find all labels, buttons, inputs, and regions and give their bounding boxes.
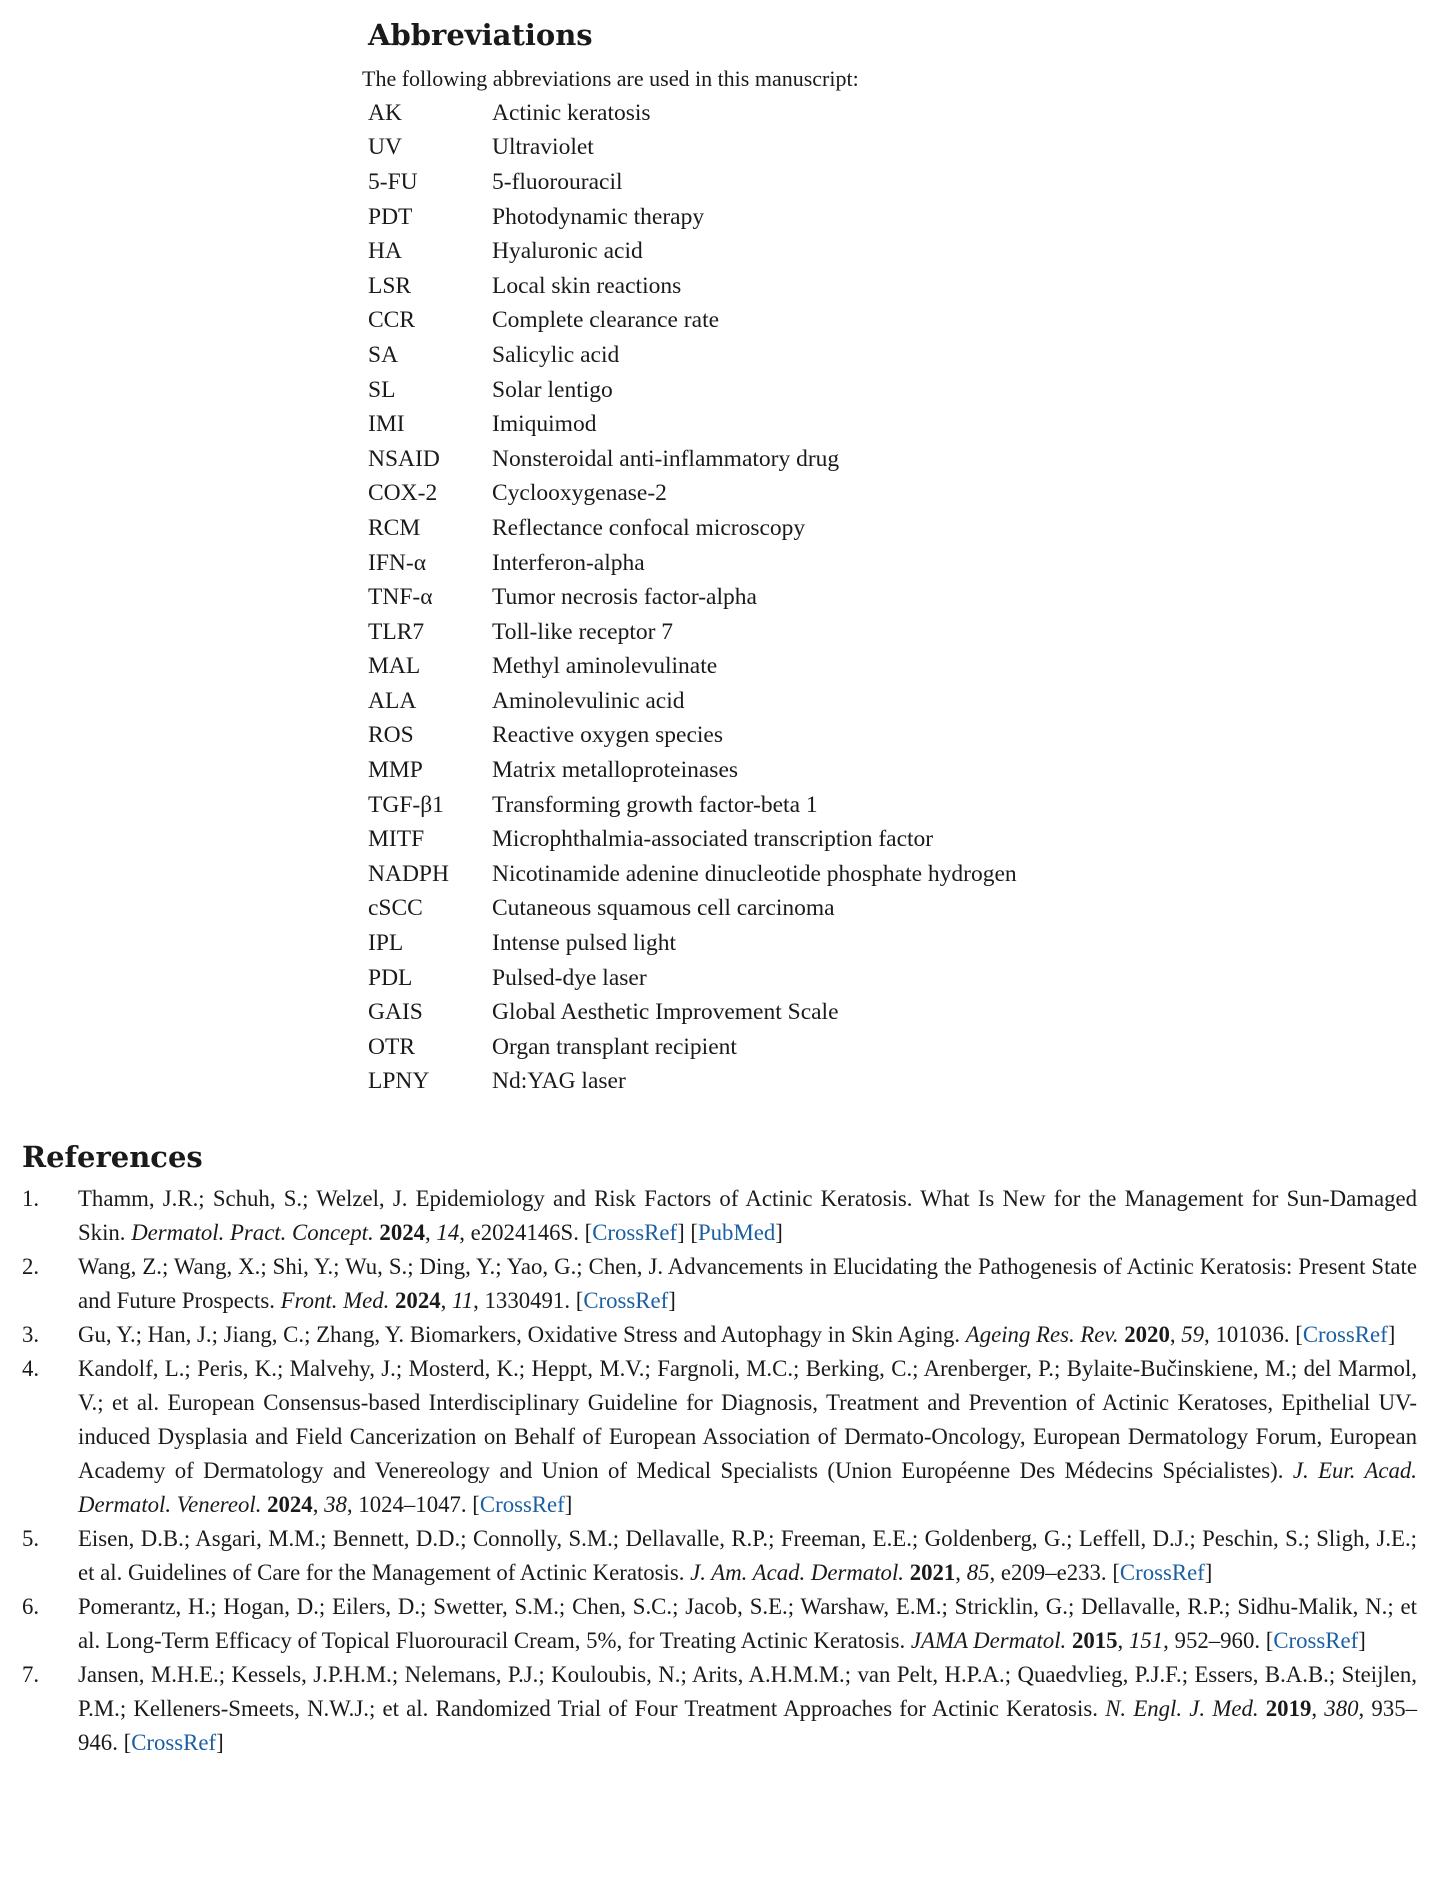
reference-volume: 59 <box>1181 1322 1205 1347</box>
reference-number: 4. <box>22 1356 40 1381</box>
reference-item <box>22 1590 1417 1658</box>
abbreviation-row <box>368 338 1362 373</box>
reference-number: 6. <box>22 1594 40 1619</box>
reference-journal: Front. Med. <box>280 1288 390 1313</box>
abbreviation-definition: Nicotinamide adenine dinucleotide phosphate hydrogen <box>492 860 1017 887</box>
reference-number: 7. <box>22 1662 40 1687</box>
abbreviation-definition: Nd:YAG laser <box>492 1068 626 1095</box>
abbreviation-row <box>368 269 1362 304</box>
abbreviation-definition: Toll-like receptor 7 <box>492 618 674 645</box>
abbreviation-row <box>368 511 1362 546</box>
abbreviation-definition: Pulsed-dye laser <box>492 964 647 991</box>
reference-pages: 952–960. <box>1174 1628 1261 1653</box>
abbreviation-definition: Imiquimod <box>492 411 597 438</box>
abbreviations-section <box>362 18 1362 1099</box>
abbreviation-definition: Interferon-alpha <box>492 549 645 576</box>
abbreviation-code: cSCC <box>368 895 423 922</box>
abbreviation-definition: Cyclooxygenase-2 <box>492 480 667 507</box>
abbreviation-definition: Salicylic acid <box>492 341 620 368</box>
abbreviation-code: PDL <box>368 964 413 991</box>
reference-body: Eisen, D.B.; Asgari, M.M.; Bennett, D.D.; Connolly, S.M.; Dellavalle, R.P.; Freeman, E.E.; Goldenberg, G.; Leffell, D.J.; Peschin, S.; Sligh, J.E.; et al. Guidelines of Care for the Management of Actinic Keratosis. J. Am. Acad. Dermatol. 2021, 85, e209–e233. [CrossRef] <box>78 1526 1417 1585</box>
crossref-link[interactable]: CrossRef <box>479 1492 565 1517</box>
abbreviation-code: IMI <box>368 411 405 438</box>
abbreviation-code: IPL <box>368 930 404 957</box>
crossref-link[interactable]: CrossRef <box>592 1220 678 1245</box>
abbreviation-definition: Photodynamic therapy <box>492 203 705 230</box>
reference-journal: N. Engl. J. Med. <box>1105 1696 1259 1721</box>
abbreviation-definition: Reactive oxygen species <box>492 722 723 749</box>
reference-year: 2021 <box>909 1560 956 1585</box>
abbreviation-code: OTR <box>368 1033 415 1060</box>
reference-journal: J. Am. Acad. Dermatol. <box>690 1560 904 1585</box>
abbreviations-intro: The following abbreviations are used in this manuscript: <box>362 66 859 91</box>
abbreviation-row <box>368 926 1362 961</box>
reference-item <box>22 1522 1417 1590</box>
reference-volume: 151 <box>1128 1628 1164 1653</box>
reference-body: Pomerantz, H.; Hogan, D.; Eilers, D.; Swetter, S.M.; Chen, S.C.; Jacob, S.E.; Warshaw, E.M.; Stricklin, G.; Dellavalle, R.P.; Sidhu-Malik, N.; et al. Long-Term Efficacy of Topical Fluorouracil Cream, 5%, for Treating Actinic Keratosis. JAMA Dermatol. 2015, 151, 952–960. [CrossRef] <box>78 1594 1417 1653</box>
reference-volume: 380 <box>1324 1696 1359 1721</box>
reference-body: Wang, Z.; Wang, X.; Shi, Y.; Wu, S.; Ding, Y.; Yao, G.; Chen, J. Advancements in Elucidating the Pathogenesis of Actinic Keratosis: Present State and Future Prospects. Front. Med. 2024, 11, 1330491. [CrossRef] <box>78 1254 1417 1313</box>
abbreviation-definition: Ultraviolet <box>492 134 594 161</box>
reference-volume: 14 <box>436 1220 460 1245</box>
abbreviation-definition: Solar lentigo <box>492 376 613 403</box>
abbreviation-row <box>368 234 1362 269</box>
abbreviation-code: SL <box>368 376 396 403</box>
abbreviation-code: GAIS <box>368 999 423 1026</box>
reference-volume: 11 <box>452 1288 474 1313</box>
reference-pages: e209–e233. <box>1000 1560 1107 1585</box>
reference-text: Pomerantz, H.; Hogan, D.; Eilers, D.; Swetter, S.M.; Chen, S.C.; Jacob, S.E.; Warshaw, E.M.; Stricklin, G.; Dellavalle, R.P.; Sidhu-Malik, N.; et al. Long-Term Efficacy of Topical Fluorouracil Cream, 5%, for Treating Actinic Keratosis. <box>78 1594 1417 1653</box>
crossref-link[interactable]: CrossRef <box>583 1288 669 1313</box>
abbreviation-code: SA <box>368 341 399 368</box>
abbreviation-row <box>368 961 1362 996</box>
abbreviation-code: ALA <box>368 687 417 714</box>
reference-volume: 38 <box>324 1492 347 1517</box>
abbreviation-row <box>368 857 1362 892</box>
abbreviation-code: RCM <box>368 514 421 541</box>
reference-text: Wang, Z.; Wang, X.; Shi, Y.; Wu, S.; Ding, Y.; Yao, G.; Chen, J. Advancements in Elucidating the Pathogenesis of Actinic Keratosis: Present State and Future Prospects. <box>78 1254 1417 1313</box>
reference-journal: JAMA Dermatol. <box>910 1628 1067 1653</box>
reference-pages: 1330491. <box>484 1288 571 1313</box>
abbreviation-row <box>368 442 1362 477</box>
abbreviation-definition: Matrix metalloproteinases <box>492 757 739 784</box>
reference-body: Gu, Y.; Han, J.; Jiang, C.; Zhang, Y. Biomarkers, Oxidative Stress and Autophagy in Skin Aging. Ageing Res. Rev. 2020, 59, 101036. [CrossRef] <box>78 1322 1396 1347</box>
abbreviation-code: NSAID <box>368 445 440 472</box>
reference-year: 2024 <box>379 1220 426 1245</box>
abbreviation-code: TGF-β1 <box>368 791 444 818</box>
abbreviation-code: ROS <box>368 722 414 749</box>
abbreviation-row <box>368 753 1362 788</box>
abbreviation-definition: Nonsteroidal anti-inflammatory drug <box>492 445 840 472</box>
abbreviation-code: CCR <box>368 307 416 334</box>
abbreviation-code: UV <box>368 134 402 161</box>
reference-number: 2. <box>22 1254 40 1279</box>
abbreviation-definition: Actinic keratosis <box>492 99 651 126</box>
abbreviation-code: COX-2 <box>368 480 438 507</box>
reference-body: Kandolf, L.; Peris, K.; Malvehy, J.; Mosterd, K.; Heppt, M.V.; Fargnoli, M.C.; Berking, C.; Arenberger, P.; Bylaite-Bučinskiene, M.; del Marmol, V.; et al. European Consensus-based Interdisciplinary Guideline for Diagnosis, Treatment and Prevention of Actinic Keratoses, Epithelial UV-induced Dysplasia and Field Cancerization on Behalf of European Association of Dermato-Oncology, European Dermatology Forum, European Academy of Dermatology and Venereology and Union of Medical Specialists (Union Européenne Des Médecins Spécialistes). J. Eur. Acad. Dermatol. Venereol. 2024, 38, 1024–1047. [CrossRef] <box>78 1356 1418 1517</box>
references-heading: References <box>22 1140 203 1174</box>
abbreviations-heading: Abbreviations <box>368 18 593 52</box>
abbreviation-row <box>368 1030 1362 1065</box>
abbreviation-row <box>368 892 1362 927</box>
abbreviation-code: MITF <box>368 826 425 853</box>
abbreviation-definition: Cutaneous squamous cell carcinoma <box>492 895 835 922</box>
abbreviation-code: NADPH <box>368 860 449 887</box>
abbreviation-code: PDT <box>368 203 413 230</box>
abbreviation-row <box>368 165 1362 200</box>
reference-year: 2015 <box>1071 1628 1118 1653</box>
abbreviation-definition: Hyaluronic acid <box>492 238 643 265</box>
reference-pages: e2024146S. <box>470 1220 579 1245</box>
crossref-link[interactable]: CrossRef <box>131 1730 217 1755</box>
abbreviation-row <box>368 200 1362 235</box>
reference-text: Eisen, D.B.; Asgari, M.M.; Bennett, D.D.; Connolly, S.M.; Dellavalle, R.P.; Freeman, E.E.; Goldenberg, G.; Leffell, D.J.; Peschin, S.; Sligh, J.E.; et al. Guidelines of Care for the Management of Actinic Keratosis. <box>78 1526 1417 1585</box>
crossref-link[interactable]: CrossRef <box>1119 1560 1205 1585</box>
abbreviation-definition: Transforming growth factor-beta 1 <box>492 791 818 818</box>
abbreviation-definition: Aminolevulinic acid <box>492 687 685 714</box>
abbreviation-row <box>368 788 1362 823</box>
abbreviation-definition: Methyl aminolevulinate <box>492 653 718 680</box>
abbreviation-code: LSR <box>368 272 412 299</box>
abbreviation-code: MMP <box>368 757 423 784</box>
abbreviation-row <box>368 684 1362 719</box>
abbreviation-code: MAL <box>368 653 421 680</box>
abbreviation-row <box>368 822 1362 857</box>
abbreviation-code: LPNY <box>368 1068 430 1095</box>
abbreviation-definition: Local skin reactions <box>492 272 682 299</box>
reference-item <box>22 1182 1417 1250</box>
abbreviation-code: HA <box>368 238 402 265</box>
reference-pages: 1024–1047. <box>358 1492 467 1517</box>
abbreviation-definition: 5-fluorouracil <box>492 168 623 195</box>
reference-number: 5. <box>22 1526 40 1551</box>
abbreviation-row <box>368 477 1362 512</box>
reference-journal: Dermatol. Pract. Concept. <box>131 1220 374 1245</box>
abbreviation-code: TLR7 <box>368 618 425 645</box>
reference-text: Jansen, M.H.E.; Kessels, J.P.H.M.; Nelemans, P.J.; Kouloubis, N.; Arits, A.H.M.M.; van Pelt, H.P.A.; Quaedvlieg, P.J.F.; Essers, B.A.B.; Steijlen, P.M.; Kelleners-Smeets, N.W.J.; et al. Randomized Trial of Four Treatment Approaches for Actinic Keratosis. <box>78 1662 1417 1721</box>
abbreviation-definition: Microphthalmia-associated transcription factor <box>492 826 934 853</box>
abbreviation-code: AK <box>368 99 402 126</box>
abbreviation-code: IFN-α <box>368 549 427 576</box>
pubmed-link[interactable]: PubMed <box>697 1220 776 1245</box>
crossref-link[interactable]: CrossRef <box>1302 1322 1388 1347</box>
abbreviation-row <box>368 719 1362 754</box>
abbreviation-row <box>368 995 1362 1030</box>
abbreviation-row <box>368 304 1362 339</box>
reference-pages: 935–946. <box>78 1696 1418 1755</box>
reference-item <box>22 1250 1417 1318</box>
abbreviation-row <box>368 615 1362 650</box>
reference-text: Gu, Y.; Han, J.; Jiang, C.; Zhang, Y. Biomarkers, Oxidative Stress and Autophagy in Skin Aging. <box>78 1322 961 1347</box>
abbreviation-code: TNF-α <box>368 584 433 611</box>
reference-year: 2020 <box>1124 1322 1170 1347</box>
reference-journal: J. Eur. Acad. Dermatol. Venereol. <box>78 1458 1418 1517</box>
abbreviation-definition: Intense pulsed light <box>492 930 677 957</box>
abbreviation-code: 5-FU <box>368 168 418 195</box>
reference-number: 1. <box>22 1186 40 1211</box>
reference-body: Thamm, J.R.; Schuh, S.; Welzel, J. Epidemiology and Risk Factors of Actinic Keratosis. What Is New for the Management for Sun-Damaged Skin. Dermatol. Pract. Concept. 2024, 14, e2024146S. [CrossRef] [PubMed] <box>78 1186 1417 1245</box>
abbreviation-definition: Complete clearance rate <box>492 307 720 334</box>
references-list <box>22 1182 1417 1760</box>
reference-number: 3. <box>22 1322 40 1347</box>
abbreviation-definition: Reflectance confocal microscopy <box>492 514 806 541</box>
abbreviations-list <box>368 96 1362 1099</box>
reference-text: Kandolf, L.; Peris, K.; Malvehy, J.; Mosterd, K.; Heppt, M.V.; Fargnoli, M.C.; Berking, C.; Arenberger, P.; Bylaite-Bučinskiene, M.; del Marmol, V.; et al. European Consensus-based Interdisciplinary Guideline for Diagnosis, Treatment and Prevention of Actinic Keratoses, Epithelial UV-induced Dysplasia and Field Cancerization on Behalf of European Association of Dermato-Oncology, European Dermatology Forum, European Academy of Dermatology and Venereology and Union of Medical Specialists (Union Européenne Des Médecins Spécialistes). <box>78 1356 1417 1483</box>
reference-text: Thamm, J.R.; Schuh, S.; Welzel, J. Epidemiology and Risk Factors of Actinic Keratosis. What Is New for the Management for Sun-Damaged Skin. <box>78 1186 1417 1245</box>
abbreviation-definition: Organ transplant recipient <box>492 1033 737 1060</box>
references-section <box>22 1140 1417 1760</box>
reference-journal: Ageing Res. Rev. <box>965 1322 1119 1347</box>
reference-year: 2024 <box>395 1288 441 1313</box>
reference-year: 2019 <box>1265 1696 1312 1721</box>
abbreviation-row <box>368 580 1362 615</box>
reference-pages: 101036. <box>1215 1322 1290 1347</box>
abbreviation-definition: Tumor necrosis factor-alpha <box>492 584 757 611</box>
reference-volume: 85 <box>966 1560 990 1585</box>
abbreviation-row <box>368 407 1362 442</box>
reference-item <box>22 1318 1417 1352</box>
abbreviation-row <box>368 1065 1362 1100</box>
reference-item <box>22 1658 1417 1760</box>
crossref-link[interactable]: CrossRef <box>1273 1628 1359 1653</box>
abbreviation-row <box>368 650 1362 685</box>
abbreviation-row <box>368 131 1362 166</box>
abbreviation-definition: Global Aesthetic Improvement Scale <box>492 999 839 1026</box>
abbreviation-row <box>368 373 1362 408</box>
abbreviation-row <box>368 96 1362 131</box>
abbreviation-row <box>368 546 1362 581</box>
reference-body: Jansen, M.H.E.; Kessels, J.P.H.M.; Nelemans, P.J.; Kouloubis, N.; Arits, A.H.M.M.; van Pelt, H.P.A.; Quaedvlieg, P.J.F.; Essers, B.A.B.; Steijlen, P.M.; Kelleners-Smeets, N.W.J.; et al. Randomized Trial of Four Treatment Approaches for Actinic Keratosis. N. Engl. J. Med. 2019, 380, 935–946. [CrossRef] <box>78 1662 1418 1755</box>
reference-year: 2024 <box>267 1492 313 1517</box>
reference-item <box>22 1352 1417 1522</box>
